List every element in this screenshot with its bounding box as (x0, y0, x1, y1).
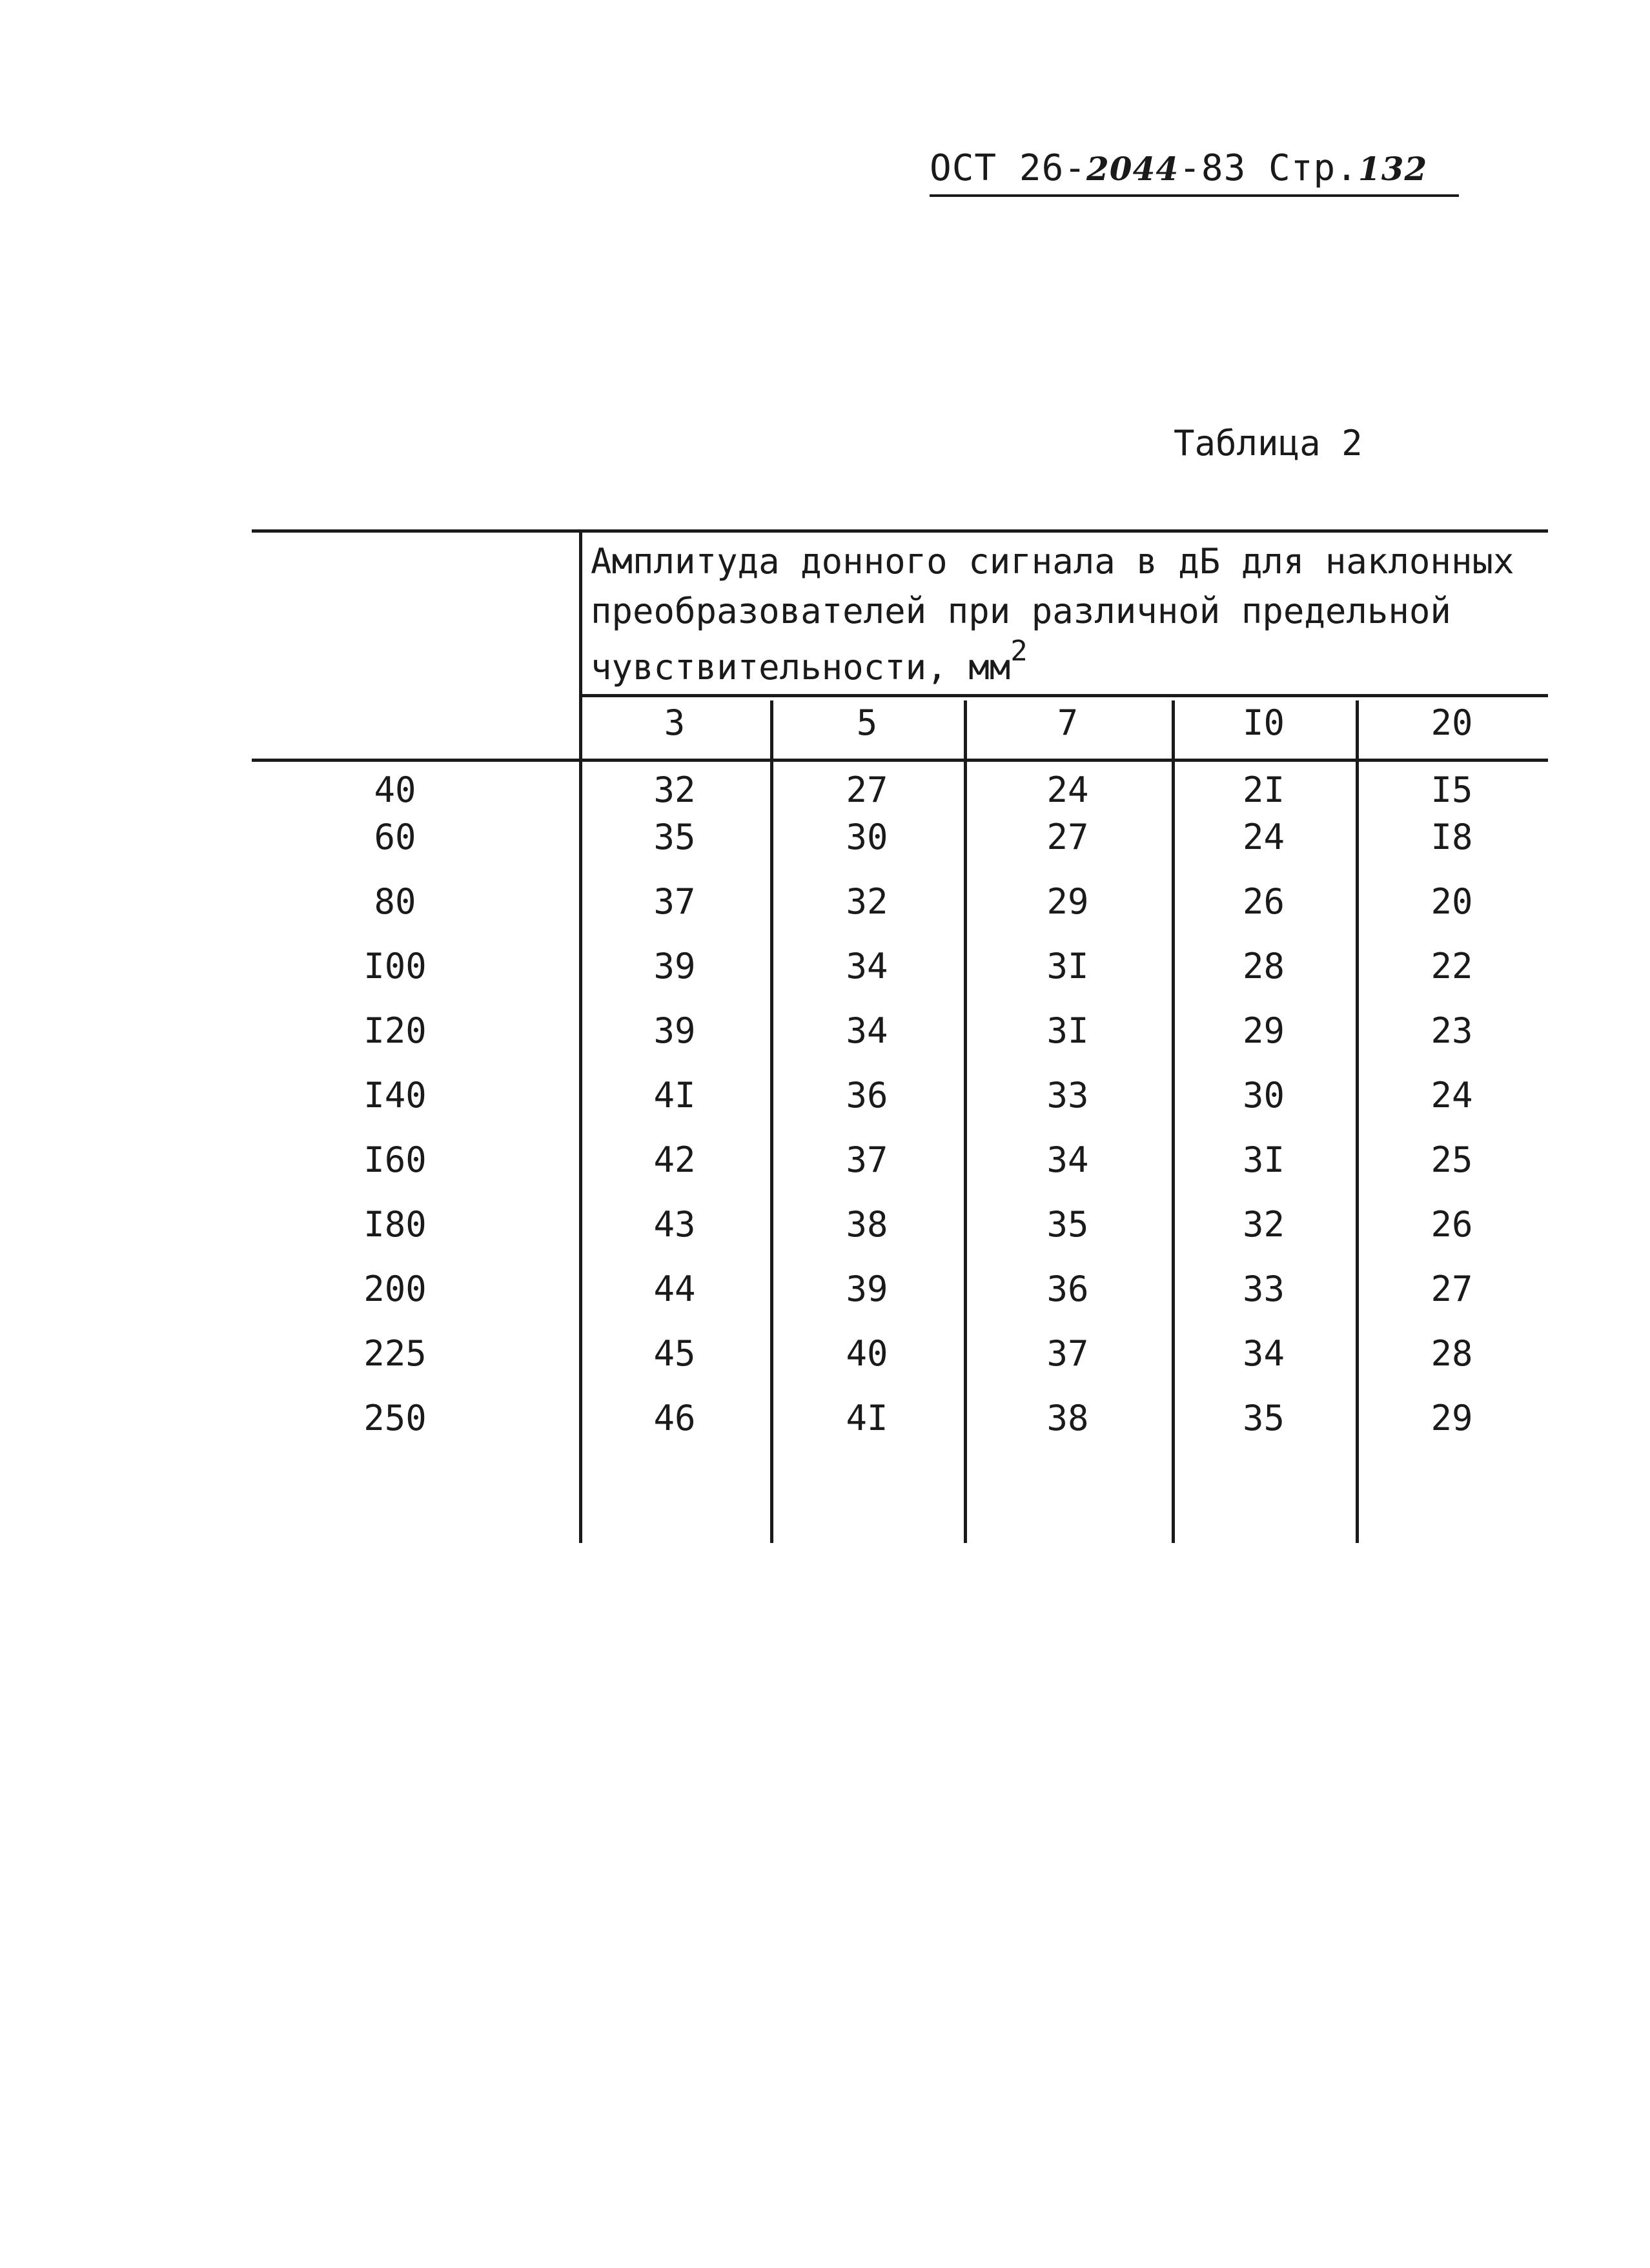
thickness-cell: I20 (363, 1010, 427, 1051)
amplitude-cell: 44 (653, 1269, 696, 1309)
table-top-rule (252, 529, 1548, 533)
handwritten-document-number: 2044 (1086, 150, 1179, 188)
amplitude-cell: 30 (846, 817, 888, 857)
amplitude-cell: 37 (846, 1139, 888, 1180)
amplitude-cell: 32 (653, 770, 696, 810)
table-title: Таблица 2 (1174, 423, 1363, 464)
amplitude-cell: 43 (653, 1204, 696, 1245)
amplitude-cell: 35 (1242, 1398, 1285, 1438)
column-divider (1356, 700, 1359, 1543)
thickness-cell: 40 (374, 770, 416, 810)
amplitude-cell: 38 (1046, 1398, 1089, 1438)
amplitude-cell: 26 (1242, 881, 1285, 922)
unit-superscript: 2 (1010, 635, 1028, 668)
amplitude-cell: 30 (1242, 1075, 1285, 1116)
column-divider (770, 700, 773, 1543)
amplitude-cell: 39 (653, 1010, 696, 1051)
sensitivity-column-header: 5 (856, 702, 878, 743)
amplitude-cell: 40 (846, 1333, 888, 1374)
document-header (930, 147, 1459, 197)
column-divider (964, 700, 967, 1543)
sensitivity-column-header: 7 (1057, 702, 1079, 743)
sensitivity-column-header: 3 (664, 702, 686, 743)
sensitivity-column-header: I0 (1242, 702, 1285, 743)
thickness-cell: 80 (374, 881, 416, 922)
amplitude-cell: 34 (1242, 1333, 1285, 1374)
sensitivity-column-header: 20 (1431, 702, 1473, 743)
amplitude-cell: 28 (1431, 1333, 1473, 1374)
amplitude-cell: 32 (1242, 1204, 1285, 1245)
amplitude-cell: 33 (1242, 1269, 1285, 1309)
amplitude-cell: 45 (653, 1333, 696, 1374)
amplitude-cell: 38 (846, 1204, 888, 1245)
amplitude-cell: 4I (846, 1398, 888, 1438)
amplitude-cell: 3I (1242, 1139, 1285, 1180)
amplitude-cell: 27 (846, 770, 888, 810)
amplitude-cell: 37 (1046, 1333, 1089, 1374)
amplitude-cell: 46 (653, 1398, 696, 1438)
amplitude-cell: 22 (1431, 946, 1473, 986)
amplitude-cell: 24 (1431, 1075, 1473, 1116)
amplitude-cell: 35 (1046, 1204, 1089, 1245)
amplitude-cell: 3I (1046, 1010, 1089, 1051)
amplitude-header-text: Амплитуда донного сигнала в дБ для наклонных (591, 541, 1514, 582)
amplitude-cell: 26 (1431, 1204, 1473, 1245)
amplitude-cell: 24 (1242, 817, 1285, 857)
amplitude-cell: 3I (1046, 946, 1089, 986)
amplitude-cell: 39 (653, 946, 696, 986)
amplitude-cell: 25 (1431, 1139, 1473, 1180)
thickness-cell: I00 (363, 946, 427, 986)
thickness-cell: 250 (363, 1398, 427, 1438)
amplitude-cell: I8 (1431, 817, 1473, 857)
thickness-cell: 60 (374, 817, 416, 857)
amplitude-header-text: преобразователей при различной предельной (591, 591, 1451, 631)
thickness-cell: 225 (363, 1333, 427, 1374)
amplitude-cell: 28 (1242, 946, 1285, 986)
amplitude-header-line (591, 541, 1514, 582)
amplitude-cell: 24 (1046, 770, 1089, 810)
amplitude-cell: 37 (653, 881, 696, 922)
amplitude-cell: I5 (1431, 770, 1473, 810)
amplitude-cell: 35 (653, 817, 696, 857)
amplitude-cell: 20 (1431, 881, 1473, 922)
amplitude-cell: 23 (1431, 1010, 1473, 1051)
amplitude-cell: 34 (1046, 1139, 1089, 1180)
amplitude-cell: 29 (1242, 1010, 1285, 1051)
thickness-cell: I40 (363, 1075, 427, 1116)
thickness-cell: 200 (363, 1269, 427, 1309)
amplitude-cell: 32 (846, 881, 888, 922)
group-header-subrule (579, 694, 1548, 697)
thickness-cell: I60 (363, 1139, 427, 1180)
amplitude-cell: 29 (1431, 1398, 1473, 1438)
amplitude-cell: 36 (846, 1075, 888, 1116)
header-prefix: ОСТ 26- (930, 147, 1087, 189)
amplitude-header-text: чувствительности, мм (591, 647, 1011, 688)
amplitude-cell: 42 (653, 1139, 696, 1180)
amplitude-cell: 33 (1046, 1075, 1089, 1116)
amplitude-cell: 36 (1046, 1269, 1089, 1309)
handwritten-page-number: 132 (1358, 150, 1428, 188)
amplitude-cell: 27 (1046, 817, 1089, 857)
amplitude-cell: 34 (846, 946, 888, 986)
amplitude-cell: 2I (1242, 770, 1285, 810)
amplitude-cell: 4I (653, 1075, 696, 1116)
thickness-cell: I80 (363, 1204, 427, 1245)
amplitude-cell: 34 (846, 1010, 888, 1051)
amplitude-header-line (591, 591, 1507, 631)
column-divider (1172, 700, 1175, 1543)
amplitude-cell: 27 (1431, 1269, 1473, 1309)
column-divider-main (579, 529, 582, 1543)
amplitude-cell: 29 (1046, 881, 1089, 922)
amplitude-header-line (591, 635, 1507, 688)
amplitude-cell: 39 (846, 1269, 888, 1309)
header-bottom-rule (252, 759, 1548, 762)
header-suffix: -83 Стр. (1179, 147, 1358, 189)
